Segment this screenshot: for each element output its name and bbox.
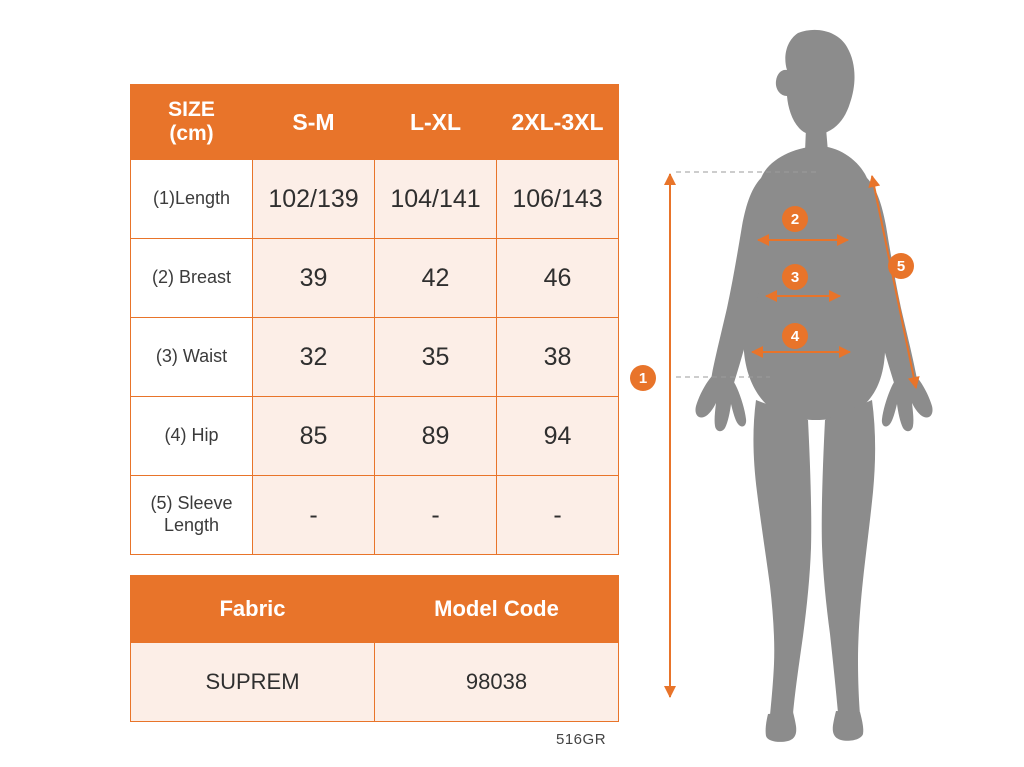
cell-waist-l-xl: 35 xyxy=(375,318,497,397)
cell-fabric-value: SUPREM xyxy=(131,643,375,722)
row-label-breast: (2) Breast xyxy=(131,239,253,318)
cell-sleeve-s-m: - xyxy=(253,476,375,555)
marker-badge-1-label: 1 xyxy=(638,370,648,387)
table-row xyxy=(131,643,619,722)
cell-length-s-m: 102/139 xyxy=(253,160,375,239)
cell-sleeve-l-xl: - xyxy=(375,476,497,555)
cell-length-2xl-3xl: 106/143 xyxy=(497,160,619,239)
marker-badge-2-label: 2 xyxy=(790,211,800,228)
marker-badge-1 xyxy=(630,365,656,391)
table-row xyxy=(131,397,619,476)
cell-sleeve-2xl-3xl: - xyxy=(497,476,619,555)
marker-badge-3-label: 3 xyxy=(790,269,800,286)
product-code-note: 516GR xyxy=(556,731,607,748)
row-label-length: (1)Length xyxy=(131,160,253,239)
row-label-sleeve-length: (5) Sleeve Length xyxy=(131,476,253,555)
marker-badge-2 xyxy=(782,206,808,232)
marker-badge-4-label: 4 xyxy=(790,328,800,345)
measurement-figure xyxy=(620,0,1024,767)
female-silhouette-icon xyxy=(695,30,932,742)
row-label-hip: (4) Hip xyxy=(131,397,253,476)
table-row xyxy=(131,318,619,397)
cell-waist-2xl-3xl: 38 xyxy=(497,318,619,397)
cell-hip-l-xl: 89 xyxy=(375,397,497,476)
row-label-waist: (3) Waist xyxy=(131,318,253,397)
cell-breast-s-m: 39 xyxy=(253,239,375,318)
column-header-l-xl: L-XL xyxy=(375,85,497,160)
fabric-model-table xyxy=(130,575,619,722)
marker-badge-4 xyxy=(782,323,808,349)
column-header-size xyxy=(131,85,253,160)
column-header-2xl-3xl: 2XL-3XL xyxy=(497,85,619,160)
marker-badge-5 xyxy=(888,253,914,279)
column-header-s-m: S-M xyxy=(253,85,375,160)
cell-breast-2xl-3xl: 46 xyxy=(497,239,619,318)
cell-breast-l-xl: 42 xyxy=(375,239,497,318)
column-header-fabric: Fabric xyxy=(131,576,375,643)
table-row xyxy=(131,239,619,318)
fabric-header-row xyxy=(131,576,619,643)
cell-model-code-value: 98038 xyxy=(375,643,619,722)
size-header-line1: SIZE xyxy=(168,97,215,121)
cell-length-l-xl: 104/141 xyxy=(375,160,497,239)
size-header-line2: (cm) xyxy=(169,122,214,145)
table-row xyxy=(131,476,619,555)
cell-hip-2xl-3xl: 94 xyxy=(497,397,619,476)
table-row xyxy=(131,160,619,239)
marker-badge-5-label: 5 xyxy=(896,258,906,275)
table-header-row xyxy=(131,85,619,160)
cell-waist-s-m: 32 xyxy=(253,318,375,397)
size-table xyxy=(130,84,619,555)
marker-badge-3 xyxy=(782,264,808,290)
cell-hip-s-m: 85 xyxy=(253,397,375,476)
column-header-model-code: Model Code xyxy=(375,576,619,643)
